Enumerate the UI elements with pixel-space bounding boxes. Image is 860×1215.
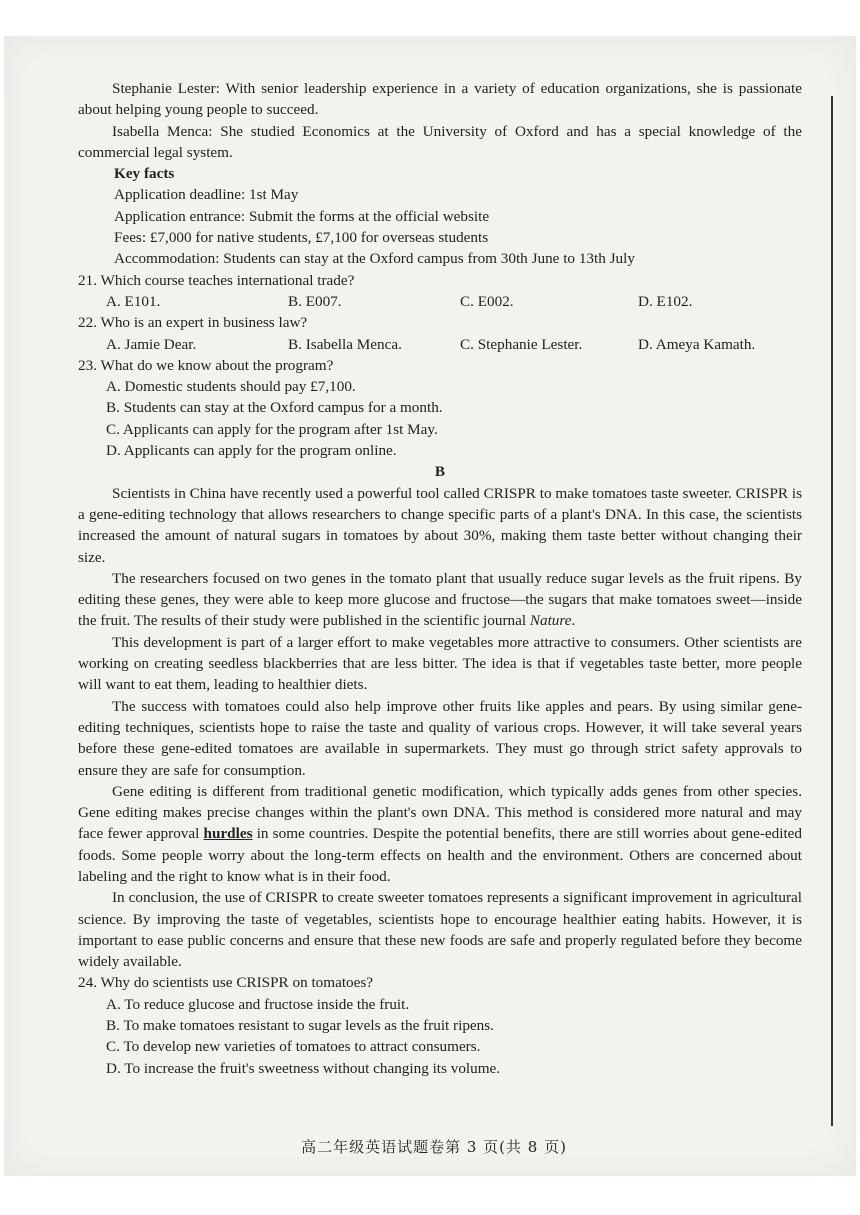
option-b: B. E007.	[288, 292, 342, 310]
option-c: C. To develop new varieties of tomatoes to attract consumers.	[106, 1038, 481, 1056]
question-stem: 24. Why do scientists use CRISPR on tomatoes?	[78, 974, 374, 992]
question-24	[78, 972, 802, 1078]
option-b: B. Students can stay at the Oxford campus for a month.	[106, 399, 443, 417]
passage-paragraph-2	[78, 568, 802, 632]
paragraph-text-cont: in some countries. Despite the potential benefits, there are still worries about gene-edited foods. Some people worry about the long-term effects on health and the environment. Others are concerned about labeling and the right to know what is in their food.	[78, 825, 803, 885]
key-facts	[78, 163, 802, 269]
option-d: D. Applicants can apply for the program online.	[106, 442, 397, 460]
teacher-bio-menca: Isabella Menca: She studied Economics at the University of Oxford and has a special knowledge of the commercial legal system.	[78, 122, 802, 161]
option-d: D. Ameya Kamath.	[638, 335, 756, 353]
key-facts-heading: Key facts	[114, 165, 175, 183]
exam-page	[4, 36, 856, 1176]
option-b: B. Isabella Menca.	[288, 335, 402, 353]
question-stem: 22. Who is an expert in business law?	[78, 314, 308, 332]
question-22	[78, 312, 802, 355]
passage-paragraph-5	[78, 781, 802, 887]
question-stem: 21. Which course teaches international trade?	[78, 271, 355, 289]
paragraph-text: The researchers focused on two genes in the tomato plant that usually reduce sugar levels as the fruit ripens. By editing these genes, they were able to keep more glucose and fructose—the sugars that make tomatoes sweet—inside the fruit. The results of their study were published in the scientific journal	[78, 569, 802, 630]
paragraph-text: Gene editing is different from traditional genetic modification, which typically adds genes from other species. Gene editing makes precise changes within the plant's own DNA. This method is considered more natural and may face fewer approval	[78, 782, 802, 843]
passage-paragraph-4: The success with tomatoes could also help improve other fruits like apples and pears. By using similar gene-editing techniques, scientists hope to raise the taste and quality of various crops. However, it will take several years before these gene-edited tomatoes are available in supermarkets. They must go through strict safety approvals to ensure they are safe for consumption.	[78, 697, 802, 779]
option-c: C. E002.	[460, 292, 514, 310]
option-a: A. To reduce glucose and fructose inside the fruit.	[106, 995, 410, 1013]
key-fact-accommodation: Accommodation: Students can stay at the Oxford campus from 30th June to 13th July	[114, 250, 635, 268]
question-stem: 23. What do we know about the program?	[78, 356, 334, 374]
option-a: A. E101.	[106, 292, 161, 310]
passage-paragraph-1: Scientists in China have recently used a powerful tool called CRISPR to make tomatoes taste sweeter. CRISPR is a gene-editing technology that allows researchers to change specific parts of a plant's DNA. In this case, the scientists increased the amount of natural sugars in tomatoes by about 30%, making them taste better without changing their size.	[78, 484, 802, 566]
key-fact-fees: Fees: £7,000 for native students, £7,100 for overseas students	[114, 229, 489, 247]
key-fact-entrance: Application entrance: Submit the forms at the official website	[114, 207, 490, 225]
section-heading: B	[434, 463, 446, 481]
teacher-bio-lester: Stephanie Lester: With senior leadership experience in a variety of education organizations, she is passionate about helping young people to succeed.	[78, 80, 802, 119]
option-d: D. To increase the fruit's sweetness without changing its volume.	[106, 1059, 501, 1077]
question-23	[78, 355, 802, 461]
page-content	[78, 78, 802, 1079]
option-a: A. Jamie Dear.	[106, 335, 197, 353]
passage-paragraph-6: In conclusion, the use of CRISPR to create sweeter tomatoes represents a significant improvement in agricultural science. By improving the taste of vegetables, scientists hope to encourage healthier eating habits. However, it is important to ease public concerns and ensure that these new foods are safe and properly regulated before they become widely available.	[78, 889, 802, 971]
page-footer: 高二年级英语试题卷第 3 页(共 8 页)	[301, 1138, 567, 1156]
option-c: C. Stephanie Lester.	[460, 335, 583, 353]
option-d: D. E102.	[638, 292, 693, 310]
question-21	[78, 270, 802, 313]
option-a: A. Domestic students should pay £7,100.	[106, 378, 356, 396]
underlined-word: hurdles	[203, 825, 253, 843]
journal-name: Nature	[529, 612, 572, 630]
option-c: C. Applicants can apply for the program after 1st May.	[106, 420, 438, 438]
key-fact-deadline: Application deadline: 1st May	[114, 186, 299, 204]
paragraph-end: .	[571, 612, 576, 630]
margin-rule	[831, 96, 833, 1126]
passage-paragraph-3: This development is part of a larger effort to make vegetables more attractive to consumers. Other scientists are working on creating seedless blackberries that are less bitter. The idea is that if vegetables taste better, more people will want to eat them, leading to healthier diets.	[78, 633, 802, 694]
option-b: B. To make tomatoes resistant to sugar levels as the fruit ripens.	[106, 1017, 494, 1035]
